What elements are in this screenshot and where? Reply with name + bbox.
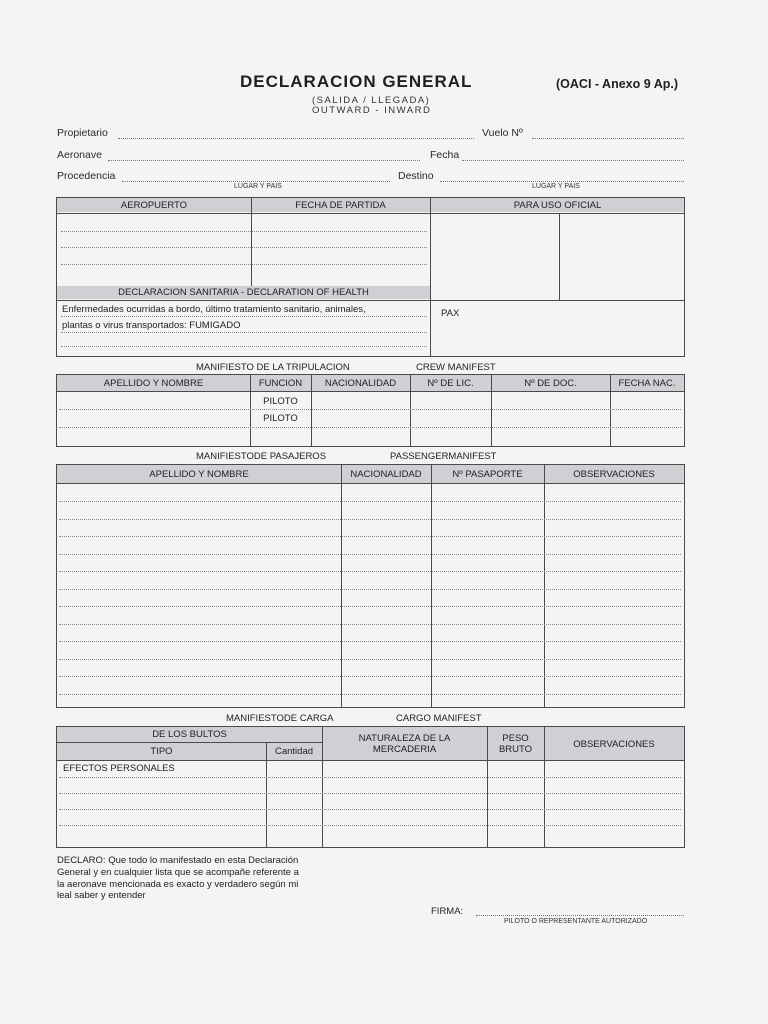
- pax-col-nombre: APELLIDO Y NOMBRE: [149, 469, 249, 480]
- annex-reference: (OACI - Anexo 9 Ap.): [556, 77, 678, 91]
- passenger-row[interactable]: [59, 589, 681, 590]
- passenger-row[interactable]: [59, 641, 681, 642]
- firma-caption: PILOTO O REPRESENTANTE AUTORIZADO: [504, 918, 648, 925]
- vuelo-label: Vuelo Nº: [482, 127, 523, 139]
- declaration-line2: General y en cualquier lista que se acompañe referente a: [57, 867, 299, 878]
- cargo-title: MANIFIESTODE CARGA: [226, 713, 334, 724]
- propietario-field[interactable]: [118, 138, 474, 139]
- crew-table: [56, 374, 685, 447]
- pax-label: PAX: [441, 308, 460, 319]
- cargo-col-tipo: TIPO: [150, 746, 173, 757]
- declaration-line3: la aeronave mencionada es exacto y verdadero según mi: [57, 879, 299, 890]
- aeronave-field[interactable]: [108, 160, 420, 161]
- passenger-row[interactable]: [59, 519, 681, 520]
- passenger-row[interactable]: [59, 571, 681, 572]
- health-text-line1: Enfermedades ocurridas a bordo, último tratamiento sanitario, animales,: [62, 304, 366, 315]
- passenger-title: MANIFIESTODE PASAJEROS: [196, 451, 327, 462]
- crew-col-documento: Nº DE DOC.: [524, 378, 577, 389]
- vuelo-field[interactable]: [532, 138, 684, 139]
- passenger-row[interactable]: [59, 554, 681, 555]
- passenger-row[interactable]: [59, 536, 681, 537]
- cargo-col-peso: PESO: [502, 733, 529, 744]
- cargo-col-naturaleza: NATURALEZA DE LA: [358, 733, 451, 744]
- crew-col-funcion: FUNCION: [258, 378, 303, 389]
- airport-section: [56, 197, 685, 357]
- aeronave-label: Aeronave: [57, 149, 102, 161]
- health-header: DECLARACION SANITARIA - DECLARATION OF HEALTH: [57, 286, 430, 299]
- cargo-col-peso: BRUTO: [498, 744, 533, 755]
- declaration-line4: leal saber y entender: [57, 890, 146, 901]
- destino-label: Destino: [398, 170, 434, 182]
- crew-funcion-piloto: PILOTO: [263, 413, 298, 424]
- crew-funcion-piloto: PILOTO: [263, 396, 298, 407]
- crew-title-en: CREW MANIFEST: [416, 362, 496, 373]
- cargo-col-naturaleza: MERCADERIA: [372, 744, 437, 755]
- cargo-col-cantidad: Cantidad: [274, 746, 314, 757]
- subtitle-en: OUTWARD - INWARD: [312, 105, 432, 116]
- passenger-row[interactable]: [59, 694, 681, 695]
- form-title: DECLARACION GENERAL: [240, 72, 473, 91]
- passenger-row[interactable]: [59, 606, 681, 607]
- lugar-pais-caption: LUGAR Y PAIS: [234, 183, 282, 190]
- firma-field[interactable]: [476, 915, 684, 916]
- passenger-row[interactable]: [59, 659, 681, 660]
- crew-col-fecha-nac: FECHA NAC.: [618, 378, 676, 389]
- passenger-row[interactable]: [59, 501, 681, 502]
- cargo-col-observaciones: OBSERVACIONES: [573, 739, 655, 750]
- procedencia-label: Procedencia: [57, 170, 116, 182]
- pax-col-nacionalidad: NACIONALIDAD: [350, 469, 422, 480]
- pax-col-pasaporte: Nº PASAPORTE: [452, 469, 523, 480]
- pax-col-observaciones: OBSERVACIONES: [573, 469, 655, 480]
- crew-col-nacionalidad: NACIONALIDAD: [324, 378, 397, 389]
- firma-label: FIRMA:: [431, 906, 464, 917]
- col-uso-oficial: PARA USO OFICIAL: [513, 200, 602, 211]
- subtitle-es: (SALIDA / LLEGADA): [312, 95, 431, 106]
- destino-field[interactable]: [440, 181, 684, 182]
- passenger-table: [56, 464, 685, 708]
- cargo-title-en: CARGO MANIFEST: [396, 713, 482, 724]
- crew-col-licencia: Nº DE LIC.: [427, 378, 474, 389]
- fecha-label: Fecha: [430, 149, 460, 161]
- health-text-line2: plantas o virus transportados: FUMIGADO: [62, 320, 241, 331]
- lugar-pais-caption: LUGAR Y PAIS: [532, 183, 580, 190]
- cargo-row-tipo: EFECTOS PERSONALES: [63, 763, 175, 774]
- col-fecha-partida: FECHA DE PARTIDA: [295, 200, 386, 211]
- passenger-row[interactable]: [59, 676, 681, 677]
- cargo-table: [56, 726, 685, 848]
- declaration-line1: DECLARO: Que todo lo manifestado en esta Declaración: [57, 855, 299, 866]
- propietario-label: Propietario: [57, 127, 108, 139]
- procedencia-field[interactable]: [122, 181, 390, 182]
- col-aeropuerto: AEROPUERTO: [120, 200, 188, 211]
- crew-col-nombre: APELLIDO Y NOMBRE: [103, 378, 204, 389]
- fecha-field[interactable]: [462, 160, 684, 161]
- passenger-title-en: PASSENGERMANIFEST: [390, 451, 497, 462]
- cargo-de-los-bultos: DE LOS BULTOS: [152, 729, 227, 740]
- passenger-row[interactable]: [59, 624, 681, 625]
- crew-title: MANIFIESTO DE LA TRIPULACION: [196, 362, 350, 373]
